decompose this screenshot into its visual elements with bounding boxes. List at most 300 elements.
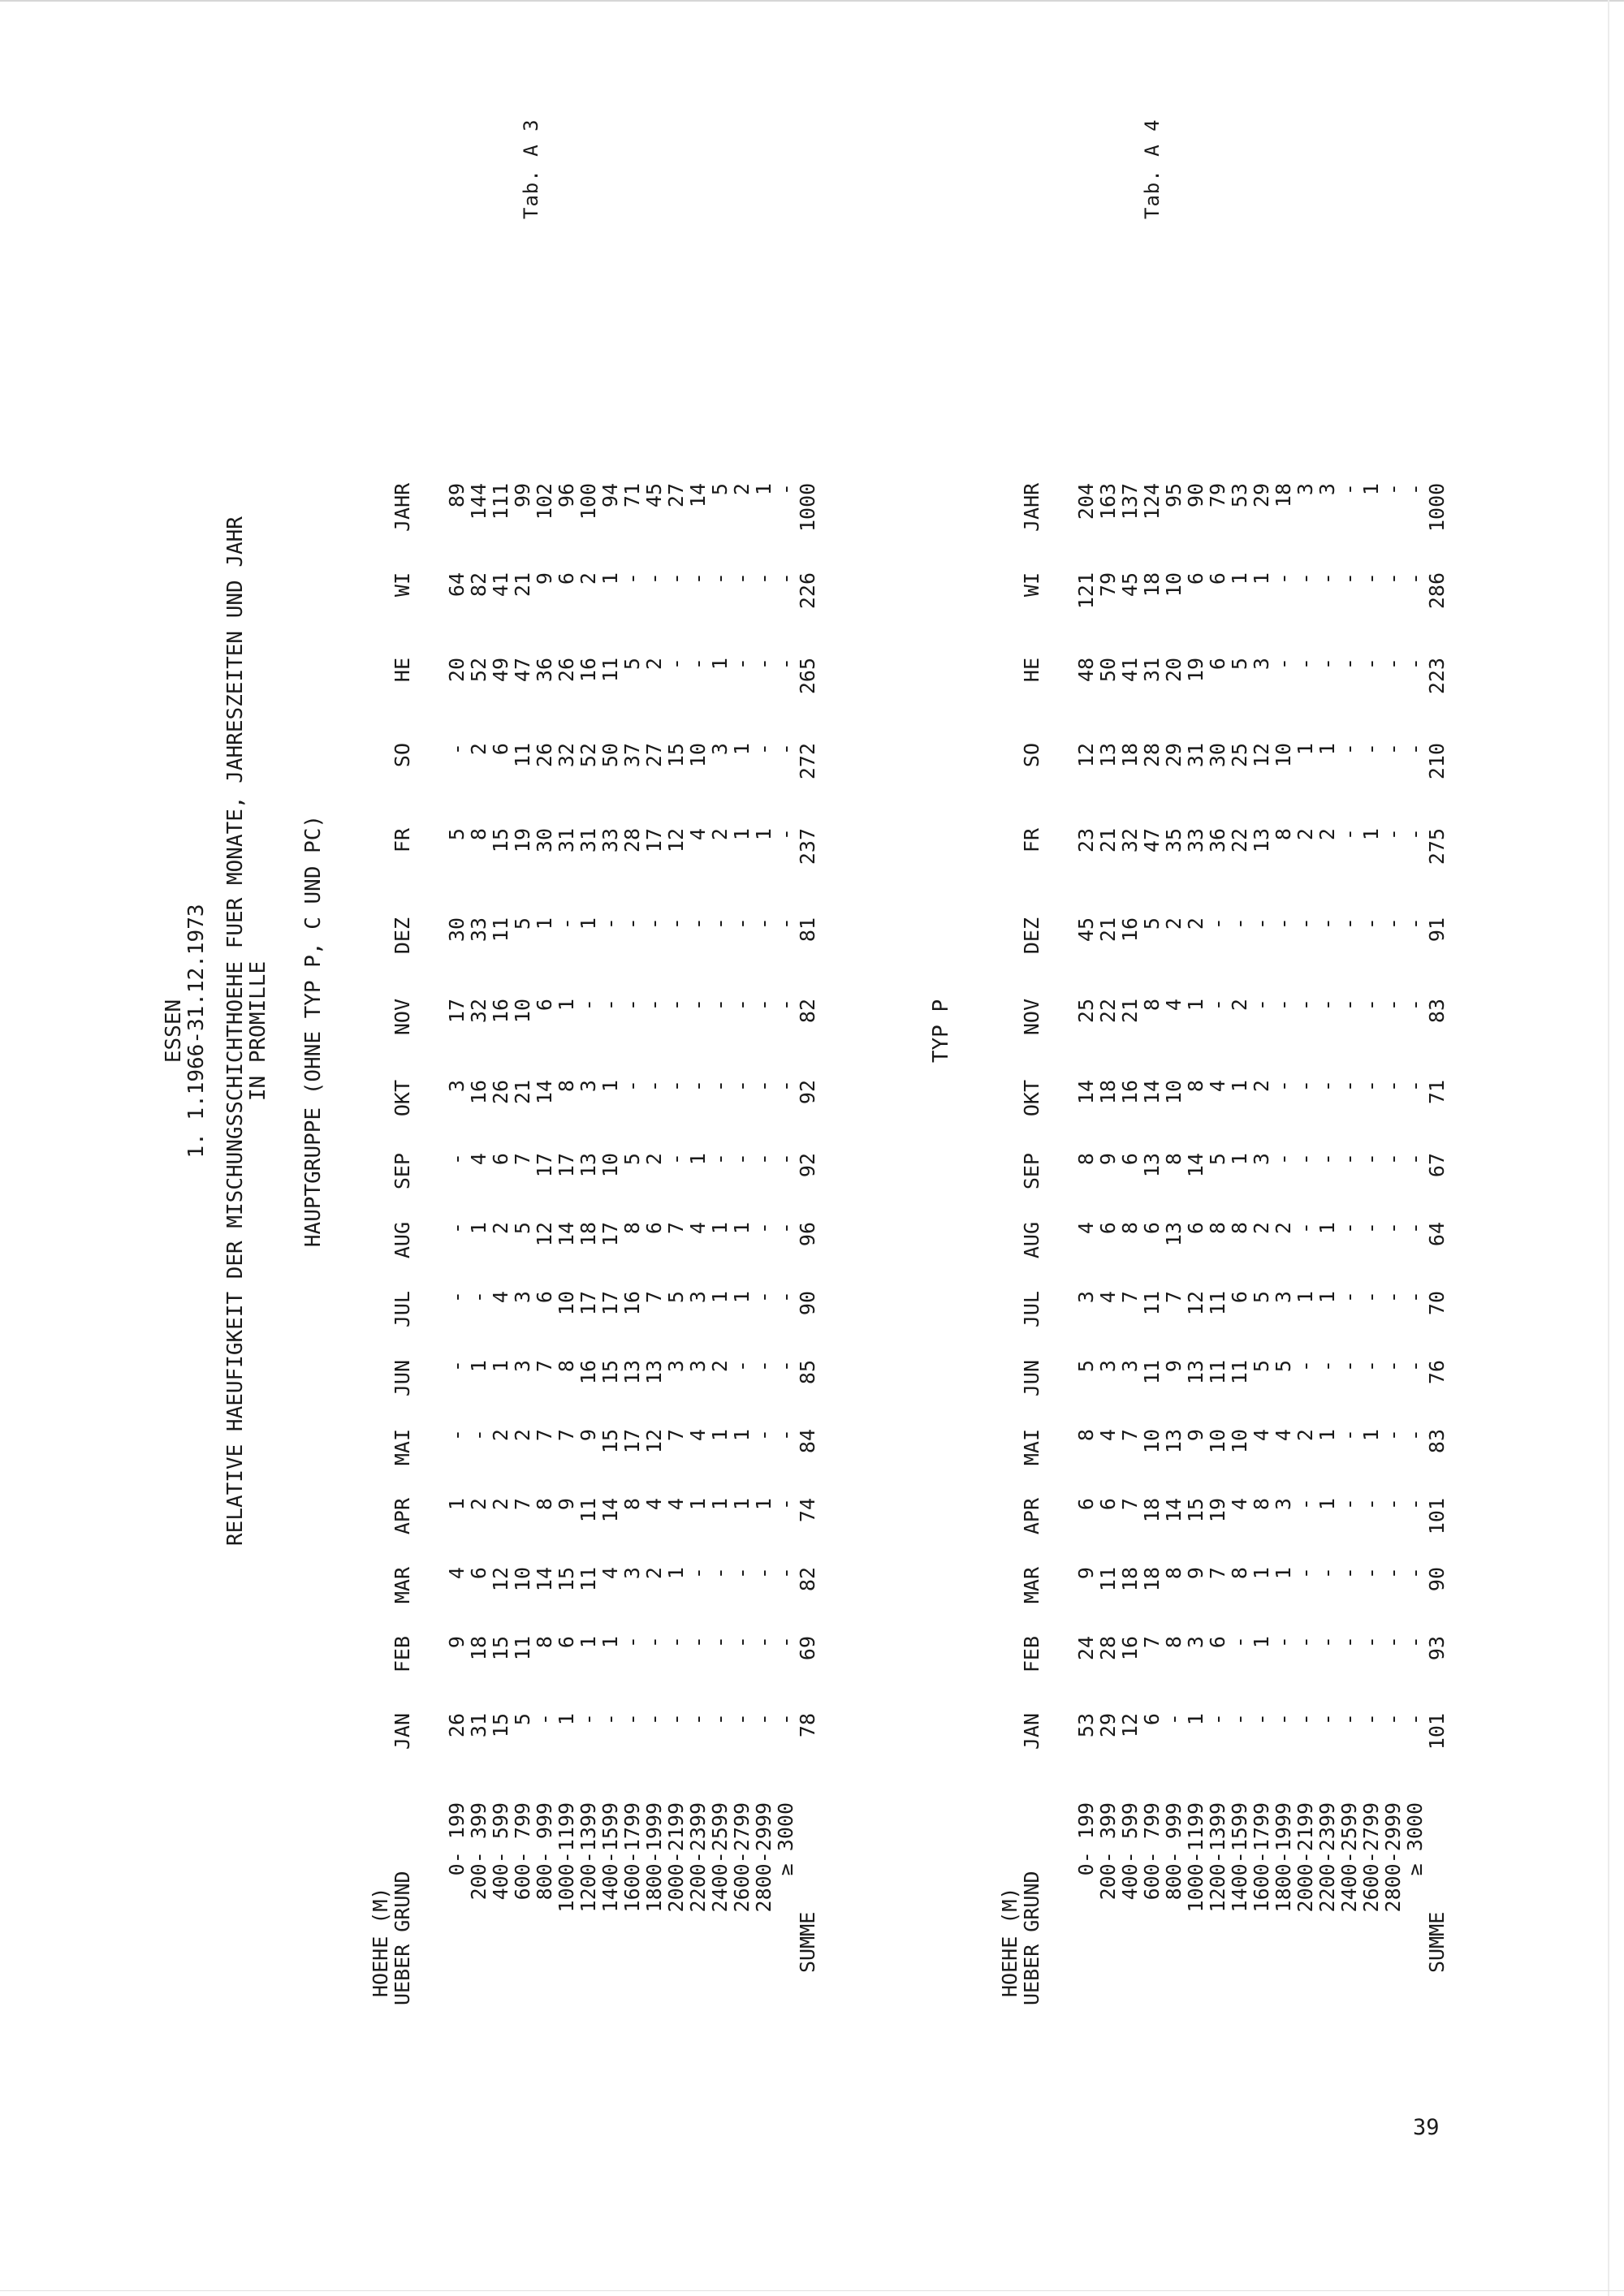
table-column xyxy=(369,1567,818,1616)
table-sum-cell: 67 xyxy=(1425,1153,1449,1178)
table-cell: 7 xyxy=(1118,1291,1142,1304)
row-label: 1600-1799 xyxy=(1250,1802,1273,1913)
table-cell: - xyxy=(1381,572,1405,585)
table-cell: 4 xyxy=(1096,1429,1120,1442)
table-cell: 8 xyxy=(1074,1429,1098,1442)
table-cell: 4 xyxy=(1096,1291,1120,1304)
table-cell: - xyxy=(1228,1636,1251,1649)
table-cell: 121 xyxy=(1074,572,1098,610)
table-cell: 13 xyxy=(577,1153,600,1178)
table-cell: 33 xyxy=(598,828,622,853)
tab-label-a3: Tab. A 3 xyxy=(520,119,542,219)
table-sum-cell: 90 xyxy=(1425,1567,1449,1592)
table-cell: - xyxy=(1381,1080,1405,1093)
table-cell: - xyxy=(1337,1153,1361,1166)
table-cell: 3 xyxy=(708,743,732,756)
table-cell: 3 xyxy=(664,1360,688,1373)
table-cell: 14 xyxy=(1162,1498,1186,1523)
table-cell: - xyxy=(730,999,754,1012)
table-cell: - xyxy=(774,1567,797,1580)
column-header: HE xyxy=(1020,658,1043,683)
table-cell: - xyxy=(708,1636,732,1649)
table-cell: - xyxy=(774,1498,797,1511)
table-cell: 15 xyxy=(664,743,688,768)
table-cell: - xyxy=(752,1222,775,1235)
column-header: SO xyxy=(1020,743,1043,768)
table-sum-cell: 101 xyxy=(1425,1498,1449,1535)
table-cell: - xyxy=(686,1636,710,1649)
column-header: AUG xyxy=(391,1222,414,1259)
table-cell: 6 xyxy=(489,743,512,756)
row-label: 600- 799 xyxy=(1140,1802,1164,1901)
table-cell: - xyxy=(1250,1713,1273,1726)
table-cell: - xyxy=(1381,1222,1405,1235)
table-column xyxy=(999,917,1448,966)
table-cell: - xyxy=(752,1153,775,1166)
table-cell: 11 xyxy=(1228,1360,1251,1385)
table-column xyxy=(369,1636,818,1685)
table-cell: 13 xyxy=(1250,828,1273,853)
table-cell: 6 xyxy=(467,1567,490,1580)
table-cell: - xyxy=(1381,1153,1405,1166)
table-cell: 32 xyxy=(467,999,490,1024)
table-cell: 5 xyxy=(664,1291,688,1304)
table-cell: 26 xyxy=(555,658,578,683)
table-cell: 32 xyxy=(1118,828,1142,853)
table-cell: - xyxy=(708,572,732,585)
table-cell: 12 xyxy=(664,828,688,853)
table-cell: 5 xyxy=(445,828,469,841)
table-cell: 3 xyxy=(620,1567,644,1580)
table-column xyxy=(999,1713,1448,1762)
table-cell: - xyxy=(1337,1360,1361,1373)
table-cell: 6 xyxy=(1206,1636,1229,1649)
rotated-page-content xyxy=(162,57,1502,2005)
table-cell: - xyxy=(1403,572,1427,585)
table-cell: - xyxy=(598,1713,622,1726)
table-cell: 48 xyxy=(1074,658,1098,683)
row-label: 2200-2399 xyxy=(1315,1802,1339,1913)
table-cell: 2 xyxy=(1228,999,1251,1012)
table-column xyxy=(369,1713,818,1762)
table-cell: - xyxy=(752,917,775,930)
table-cell: 10 xyxy=(1206,1429,1229,1454)
table-cell: 8 xyxy=(467,828,490,841)
table-cell: - xyxy=(686,572,710,585)
table-sum-cell: 265 xyxy=(796,658,819,695)
table-cell: - xyxy=(1381,1567,1405,1580)
table-cell: 12 xyxy=(1184,1291,1207,1316)
column-header: JUN xyxy=(1020,1360,1043,1397)
table-cell: - xyxy=(1359,658,1383,671)
table-cell: 6 xyxy=(1228,1291,1251,1304)
table-cell: 1 xyxy=(555,999,578,1012)
table-sum-cell: 92 xyxy=(796,1153,819,1178)
table-cell: 11 xyxy=(1206,1291,1229,1316)
row-header-line2: UEBER GRUND xyxy=(391,1871,414,2005)
table-cell: 1 xyxy=(752,828,775,841)
table-cell: - xyxy=(620,917,644,930)
table-cell: 6 xyxy=(1096,1222,1120,1235)
row-header-line2: UEBER GRUND xyxy=(1020,1871,1043,2005)
table-cell: 6 xyxy=(555,572,578,585)
table-cell: 4 xyxy=(1272,1429,1295,1442)
table-cell: - xyxy=(1359,1222,1383,1235)
table-cell: 10 xyxy=(511,1567,534,1592)
table-cell: - xyxy=(752,1713,775,1726)
table-cell: 95 xyxy=(1162,483,1186,508)
table-cell: - xyxy=(664,1636,688,1649)
table-cell: - xyxy=(642,917,666,930)
table-cell: 5 xyxy=(1228,658,1251,671)
table-cell: - xyxy=(1403,1291,1427,1304)
table-sum-cell: 1000 xyxy=(1425,482,1449,532)
table-cell: 1 xyxy=(1315,1498,1339,1511)
table-cell: - xyxy=(445,1153,469,1166)
table-cell: - xyxy=(752,1291,775,1304)
column-header: MAI xyxy=(1020,1429,1043,1466)
table-cell: - xyxy=(686,1080,710,1093)
table-cell: 52 xyxy=(467,658,490,683)
table-cell: 1 xyxy=(708,1291,732,1304)
row-label: 200- 399 xyxy=(1096,1802,1120,1901)
table-cell: 27 xyxy=(642,743,666,768)
table-cell: 1 xyxy=(1359,483,1383,496)
table-cell: 10 xyxy=(511,999,534,1024)
table-cell: 9 xyxy=(1162,1360,1186,1373)
table-cell: 14 xyxy=(1140,1080,1164,1105)
table-cell: 53 xyxy=(1228,483,1251,508)
table-cell: - xyxy=(774,999,797,1012)
row-label: 1000-1199 xyxy=(1184,1802,1207,1913)
period-title: 1. 1.1966-31.12.1973 xyxy=(184,904,209,1159)
table-cell: - xyxy=(1359,1291,1383,1304)
table-cell: 3 xyxy=(577,1080,600,1093)
table-cell: 8 xyxy=(1250,1498,1273,1511)
table-cell: 5 xyxy=(1074,1360,1098,1373)
table-cell: - xyxy=(445,1222,469,1235)
table-cell: 4 xyxy=(1228,1498,1251,1511)
column-header: JUL xyxy=(1020,1291,1043,1328)
table-cell: 8 xyxy=(1118,1222,1142,1235)
column-header: APR xyxy=(1020,1498,1043,1535)
row-label: 600- 799 xyxy=(511,1802,534,1901)
table-cell: 9 xyxy=(555,1498,578,1511)
table-cell: - xyxy=(1381,1713,1405,1726)
column-header: AUG xyxy=(1020,1222,1043,1259)
table-column xyxy=(369,1360,818,1409)
column-header: HE xyxy=(391,658,414,683)
table-cell: 3 xyxy=(1315,483,1339,496)
table-cell: - xyxy=(686,999,710,1012)
table-cell: - xyxy=(1337,1713,1361,1726)
column-header: FR xyxy=(391,828,414,853)
table-cell: 20 xyxy=(445,658,469,683)
table-cell: 15 xyxy=(489,1713,512,1738)
table-cell: 3 xyxy=(511,1360,534,1373)
table-column xyxy=(369,743,818,792)
row-label: 1800-1999 xyxy=(642,1802,666,1913)
table-cell: 8 xyxy=(620,1498,644,1511)
table-cell: - xyxy=(1337,1636,1361,1649)
table-cell: - xyxy=(1294,1636,1317,1649)
table-cell: 4 xyxy=(1206,1080,1229,1093)
table-cell: 31 xyxy=(1184,743,1207,768)
table-sum-cell: 92 xyxy=(796,1080,819,1105)
table-cell: 22 xyxy=(1228,828,1251,853)
table-cell: - xyxy=(1337,1222,1361,1235)
table-cell: 8 xyxy=(1162,1567,1186,1580)
table-cell: - xyxy=(620,572,644,585)
table-cell: - xyxy=(642,1713,666,1726)
table-sum-cell: 91 xyxy=(1425,917,1449,943)
table-cell: 6 xyxy=(555,1636,578,1649)
table-cell: - xyxy=(1403,1567,1427,1580)
table-cell: - xyxy=(1315,1360,1339,1373)
table-cell: 2 xyxy=(467,1498,490,1511)
table-cell: 1 xyxy=(708,1222,732,1235)
table-column xyxy=(999,1567,1448,1616)
table-cell: - xyxy=(752,658,775,671)
table-cell: 4 xyxy=(1250,1429,1273,1442)
table-cell: 4 xyxy=(642,1498,666,1511)
table-cell: - xyxy=(774,1153,797,1166)
table-cell: - xyxy=(774,658,797,671)
table-cell: 137 xyxy=(1118,483,1142,520)
table-cell: - xyxy=(1403,1498,1427,1511)
table-cell: 5 xyxy=(1272,1360,1295,1373)
table-cell: - xyxy=(1403,1153,1427,1166)
table-cell: 13 xyxy=(1162,1429,1186,1454)
row-label: ≥ 3000 xyxy=(774,1802,797,1876)
table-cell: 6 xyxy=(1118,1153,1142,1166)
table-cell: 2 xyxy=(1294,1429,1317,1442)
table-sum-cell: 82 xyxy=(796,1567,819,1592)
table-cell: 2 xyxy=(489,1222,512,1235)
table-cell: 6 xyxy=(1184,572,1207,585)
table-column xyxy=(999,572,1448,621)
table-cell: 37 xyxy=(620,743,644,768)
table-column xyxy=(369,828,818,877)
table-cell: 2 xyxy=(1250,1080,1273,1093)
table-cell: 19 xyxy=(1206,1498,1229,1523)
row-label: 1000-1199 xyxy=(555,1802,578,1913)
table-cell: 1 xyxy=(445,1498,469,1511)
table-cell: 28 xyxy=(1140,743,1164,768)
row-label: 2200-2399 xyxy=(686,1802,710,1913)
table-cell: 1 xyxy=(1184,999,1207,1012)
table-cell: 1 xyxy=(664,1567,688,1580)
table-cell: 50 xyxy=(1096,658,1120,683)
table-sum-cell: 83 xyxy=(1425,1429,1449,1454)
table-cell: - xyxy=(1359,1153,1383,1166)
table-cell: - xyxy=(752,1567,775,1580)
table-cell: 6 xyxy=(489,1153,512,1166)
table-cell: 7 xyxy=(1118,1429,1142,1442)
column-header: DEZ xyxy=(1020,917,1043,955)
column-header: JAN xyxy=(391,1713,414,1750)
row-label: 1400-1599 xyxy=(1228,1802,1251,1913)
main-title: RELATIVE HAEUFIGKEIT DER MISCHUNGSSCHICHTHOEHE FUER MONATE, JAHRESZEITEN UND JAHR xyxy=(223,516,248,1546)
table-cell: 1 xyxy=(1250,1636,1273,1649)
table-sum-cell: 93 xyxy=(1425,1636,1449,1661)
table-cell: 124 xyxy=(1140,483,1164,520)
table-cell: 8 xyxy=(555,1080,578,1093)
table-cell: 9 xyxy=(1096,1153,1120,1166)
table-cell: 31 xyxy=(1140,658,1164,683)
table-cell: 7 xyxy=(664,1429,688,1442)
table-cell: 9 xyxy=(1184,1429,1207,1442)
table-cell: - xyxy=(708,1153,732,1166)
table-cell: 1 xyxy=(730,1429,754,1442)
table-cell: 11 xyxy=(1140,1291,1164,1316)
table-sum-cell: 226 xyxy=(796,572,819,610)
table-cell: 26 xyxy=(445,1713,469,1738)
table-cell: 3 xyxy=(1184,1636,1207,1649)
table-column xyxy=(999,1360,1448,1409)
table-cell: 11 xyxy=(1206,1360,1229,1385)
table-cell: 8 xyxy=(555,1360,578,1373)
table-cell: 8 xyxy=(1162,1153,1186,1166)
column-header: SO xyxy=(391,743,414,768)
table-cell: 79 xyxy=(1096,572,1120,598)
table-cell: 21 xyxy=(1118,999,1142,1024)
table-cell: - xyxy=(1359,1498,1383,1511)
table-cell: - xyxy=(1272,917,1295,930)
table-cell: 7 xyxy=(555,1429,578,1442)
table-cell: 1 xyxy=(1250,572,1273,585)
table-cell: - xyxy=(686,658,710,671)
table-cell: - xyxy=(445,743,469,756)
table-cell: 3 xyxy=(1250,1153,1273,1166)
table-cell: 1 xyxy=(577,1636,600,1649)
table-cell: 2 xyxy=(642,1153,666,1166)
table-cell: - xyxy=(445,1291,469,1304)
table-cell: - xyxy=(1315,1713,1339,1726)
table-cell: - xyxy=(752,1429,775,1442)
table-cell: - xyxy=(730,917,754,930)
table-cell: - xyxy=(1337,1498,1361,1511)
table-cell: - xyxy=(1359,572,1383,585)
table-cell: 52 xyxy=(577,743,600,768)
table-cell: - xyxy=(1403,483,1427,496)
table-cell: 8 xyxy=(1206,1222,1229,1235)
table-cell: - xyxy=(1272,658,1295,671)
table-cell: 1 xyxy=(577,917,600,930)
table-cell: 94 xyxy=(598,483,622,508)
table-cell: 1 xyxy=(730,743,754,756)
table-cell: 8 xyxy=(1228,1567,1251,1580)
table-column xyxy=(369,658,818,706)
row-labels xyxy=(369,1802,818,2005)
table-cell: 15 xyxy=(489,828,512,853)
table-cell: 8 xyxy=(620,1222,644,1235)
table-cell: 2 xyxy=(1315,828,1339,841)
table-cell: - xyxy=(1337,743,1361,756)
table-cell: 6 xyxy=(1096,1498,1120,1511)
column-header: JUN xyxy=(391,1360,414,1397)
table-cell: - xyxy=(1381,1498,1405,1511)
table-sum-cell: 71 xyxy=(1425,1080,1449,1105)
table-cell: - xyxy=(642,1636,666,1649)
column-header: NOV xyxy=(1020,999,1043,1036)
table-cell: 16 xyxy=(1118,1080,1142,1105)
table-cell: - xyxy=(1403,1080,1427,1093)
table-cell: 3 xyxy=(1272,1291,1295,1304)
table-cell: 33 xyxy=(467,917,490,943)
table-cell: 5 xyxy=(511,1713,534,1726)
table-cell: 7 xyxy=(533,1429,556,1442)
table-cell: - xyxy=(752,1080,775,1093)
column-header: WI xyxy=(1020,572,1043,598)
column-header: MAI xyxy=(391,1429,414,1466)
table-cell: 1 xyxy=(1250,1567,1273,1580)
table-cell: 12 xyxy=(1250,743,1273,768)
table-cell: - xyxy=(467,1429,490,1442)
table-cell: 1 xyxy=(730,1222,754,1235)
table-cell: 1 xyxy=(752,1498,775,1511)
sum-label: SUMME xyxy=(1425,1911,1449,1973)
table-cell: - xyxy=(1294,1222,1317,1235)
table-cell: - xyxy=(1381,999,1405,1012)
table-cell: 7 xyxy=(1118,1498,1142,1511)
table-cell: - xyxy=(1272,1636,1295,1649)
table-cell: - xyxy=(1403,1222,1427,1235)
table-sum-cell: 272 xyxy=(796,743,819,780)
table-cell: - xyxy=(1337,999,1361,1012)
table-cell: - xyxy=(1294,999,1317,1012)
table-cell: 163 xyxy=(1096,483,1120,520)
table-cell: 3 xyxy=(1250,658,1273,671)
table-cell: 31 xyxy=(467,1713,490,1738)
table-cell: 10 xyxy=(598,1153,622,1178)
table-cell: - xyxy=(752,572,775,585)
table-cell: - xyxy=(1294,1360,1317,1373)
table-cell: - xyxy=(1206,1713,1229,1726)
table-column xyxy=(999,1080,1448,1129)
table-cell: - xyxy=(1315,1080,1339,1093)
column-header: MAR xyxy=(1020,1567,1043,1604)
table-cell: - xyxy=(1272,1080,1295,1093)
table-cell: 4 xyxy=(598,1567,622,1580)
table-cell: - xyxy=(1162,1713,1186,1726)
table-cell: 2 xyxy=(1294,828,1317,841)
table-column xyxy=(999,1153,1448,1202)
row-label: 800- 999 xyxy=(1162,1802,1186,1901)
table-cell: - xyxy=(1272,999,1295,1012)
table-cell: 19 xyxy=(511,828,534,853)
table-cell: 17 xyxy=(598,1291,622,1316)
table-cell: 100 xyxy=(577,483,600,520)
table-column xyxy=(369,572,818,621)
table-cell: 17 xyxy=(577,1291,600,1316)
table-cell: 6 xyxy=(1206,658,1229,671)
table-cell: 9 xyxy=(577,1429,600,1442)
table-cell: 1 xyxy=(730,828,754,841)
table-cell: - xyxy=(1403,828,1427,841)
table-cell: 41 xyxy=(1118,658,1142,683)
table-cell: - xyxy=(1359,743,1383,756)
scan-edge-bottom xyxy=(0,2290,1624,2291)
table-cell: 13 xyxy=(620,1360,644,1385)
table-cell: 4 xyxy=(664,1498,688,1511)
table-cell: 1 xyxy=(1228,572,1251,585)
row-label: 400- 599 xyxy=(489,1802,512,1901)
table-cell: 8 xyxy=(1228,1222,1251,1235)
table-cell: 71 xyxy=(620,483,644,508)
table-cell: 8 xyxy=(1162,1636,1186,1649)
table-cell: 3 xyxy=(511,1291,534,1304)
